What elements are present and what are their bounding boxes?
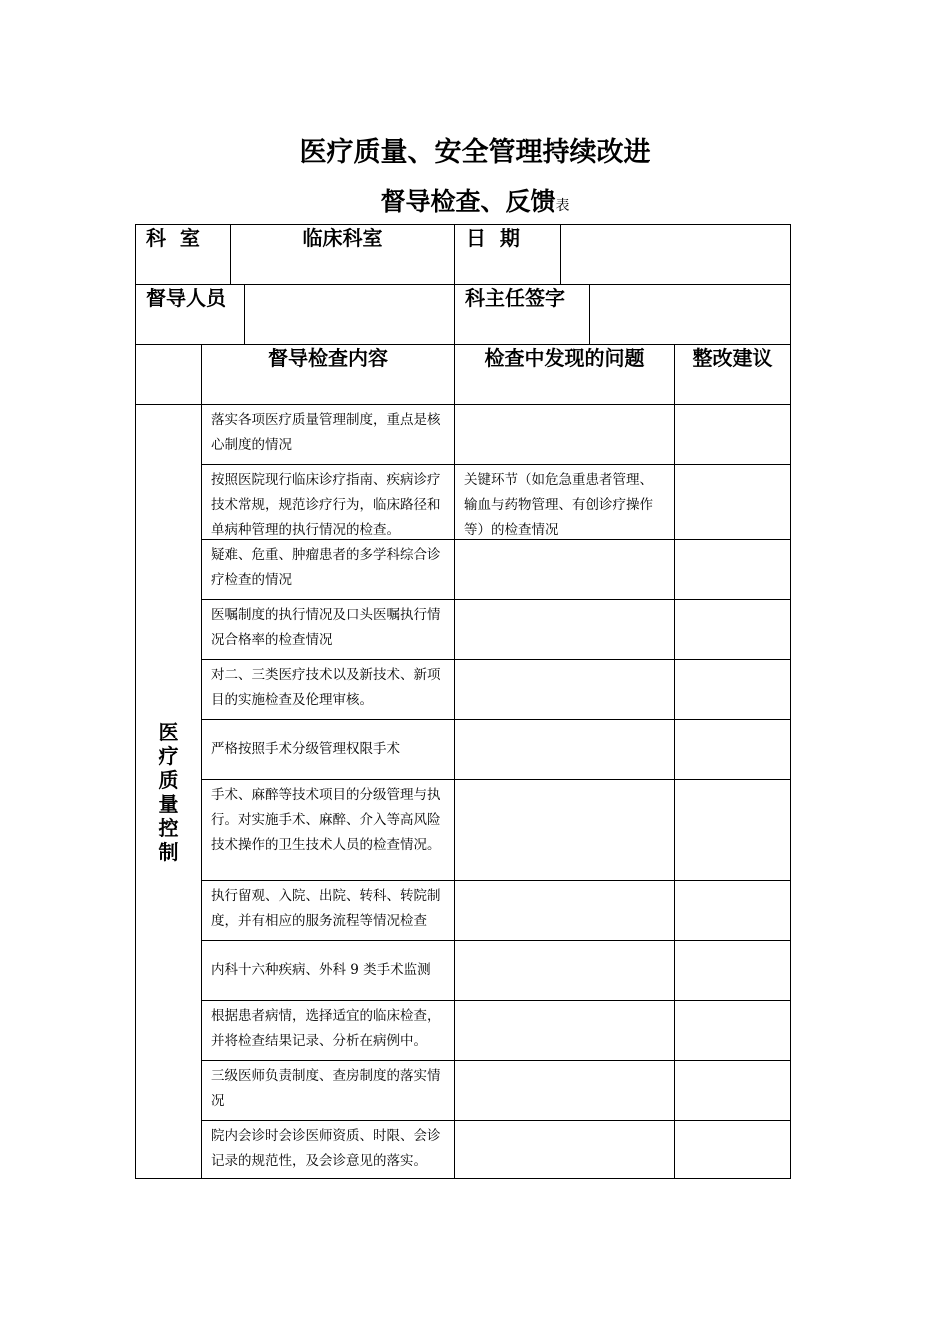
section-label bbox=[135, 404, 202, 1179]
row-content: 手术、麻醉等技术项目的分级管理与执行。对实施手术、麻醉、介入等高风险技术操作的卫生技术人员的检查情况。 bbox=[201, 779, 455, 881]
form-title-suffix: 表 bbox=[555, 198, 570, 214]
row-problems[interactable] bbox=[454, 659, 675, 720]
row-suggestions[interactable] bbox=[674, 404, 791, 465]
column-header-problems: 检查中发现的问题 bbox=[454, 344, 675, 405]
row-problems[interactable] bbox=[454, 779, 675, 881]
section-label-text: 医疗质量控制 bbox=[158, 719, 179, 864]
inspector-label: 督导人员 bbox=[135, 284, 245, 345]
row-content: 院内会诊时会诊医师资质、时限、会诊记录的规范性，及会诊意见的落实。 bbox=[201, 1120, 455, 1179]
section-header-blank bbox=[135, 344, 202, 405]
row-suggestions[interactable] bbox=[674, 880, 791, 941]
row-problems[interactable] bbox=[454, 719, 675, 780]
dept-label: 科 室 bbox=[135, 224, 231, 285]
row-suggestions[interactable] bbox=[674, 779, 791, 881]
row-suggestions[interactable] bbox=[674, 539, 791, 600]
row-problems[interactable] bbox=[454, 599, 675, 660]
row-content: 医嘱制度的执行情况及口头医嘱执行情况合格率的检查情况 bbox=[201, 599, 455, 660]
row-suggestions[interactable] bbox=[674, 940, 791, 1001]
row-suggestions[interactable] bbox=[674, 464, 791, 540]
column-header-suggestions: 整改建议 bbox=[674, 344, 791, 405]
row-problems[interactable] bbox=[454, 404, 675, 465]
row-content: 对二、三类医疗技术以及新技术、新项目的实施检查及伦理审核。 bbox=[201, 659, 455, 720]
row-problems[interactable] bbox=[454, 539, 675, 600]
row-content: 严格按照手术分级管理权限手术 bbox=[201, 719, 455, 780]
row-problems[interactable] bbox=[454, 1000, 675, 1061]
column-header-content: 督导检查内容 bbox=[201, 344, 455, 405]
row-content: 落实各项医疗质量管理制度，重点是核心制度的情况 bbox=[201, 404, 455, 465]
director-sign-label: 科主任签字 bbox=[454, 284, 590, 345]
date-label: 日 期 bbox=[454, 224, 561, 285]
row-content: 内科十六种疾病、外科 9 类手术监测 bbox=[201, 940, 455, 1001]
row-suggestions[interactable] bbox=[674, 1060, 791, 1121]
row-problems[interactable] bbox=[454, 1120, 675, 1179]
form-title-line1: 医疗质量、安全管理持续改进 bbox=[299, 137, 651, 168]
row-content: 三级医师负责制度、查房制度的落实情况 bbox=[201, 1060, 455, 1121]
row-suggestions[interactable] bbox=[674, 719, 791, 780]
dept-value[interactable]: 临床科室 bbox=[230, 224, 455, 285]
row-problems[interactable] bbox=[454, 940, 675, 1001]
row-problems[interactable]: 关键环节（如危急重患者管理、输血与药物管理、有创诊疗操作等）的检查情况 bbox=[454, 464, 675, 540]
date-value[interactable] bbox=[560, 224, 791, 285]
row-problems[interactable] bbox=[454, 1060, 675, 1121]
row-content: 根据患者病情，选择适宜的临床检查，并将检查结果记录、分析在病例中。 bbox=[201, 1000, 455, 1061]
form-title-main: 督导检查、反馈 bbox=[380, 187, 556, 216]
inspector-value[interactable] bbox=[244, 284, 455, 345]
row-content: 疑难、危重、肿瘤患者的多学科综合诊疗检查的情况 bbox=[201, 539, 455, 600]
row-suggestions[interactable] bbox=[674, 1000, 791, 1061]
form-title-line2 bbox=[0, 182, 950, 218]
row-content: 按照医院现行临床诊疗指南、疾病诊疗技术常规，规范诊疗行为，临床路径和单病种管理的执行情况的检查。 bbox=[201, 464, 455, 540]
row-suggestions[interactable] bbox=[674, 599, 791, 660]
row-suggestions[interactable] bbox=[674, 1120, 791, 1179]
row-problems[interactable] bbox=[454, 880, 675, 941]
row-suggestions[interactable] bbox=[674, 659, 791, 720]
row-content: 执行留观、入院、出院、转科、转院制度，并有相应的服务流程等情况检查 bbox=[201, 880, 455, 941]
director-sign-value[interactable] bbox=[589, 284, 791, 345]
